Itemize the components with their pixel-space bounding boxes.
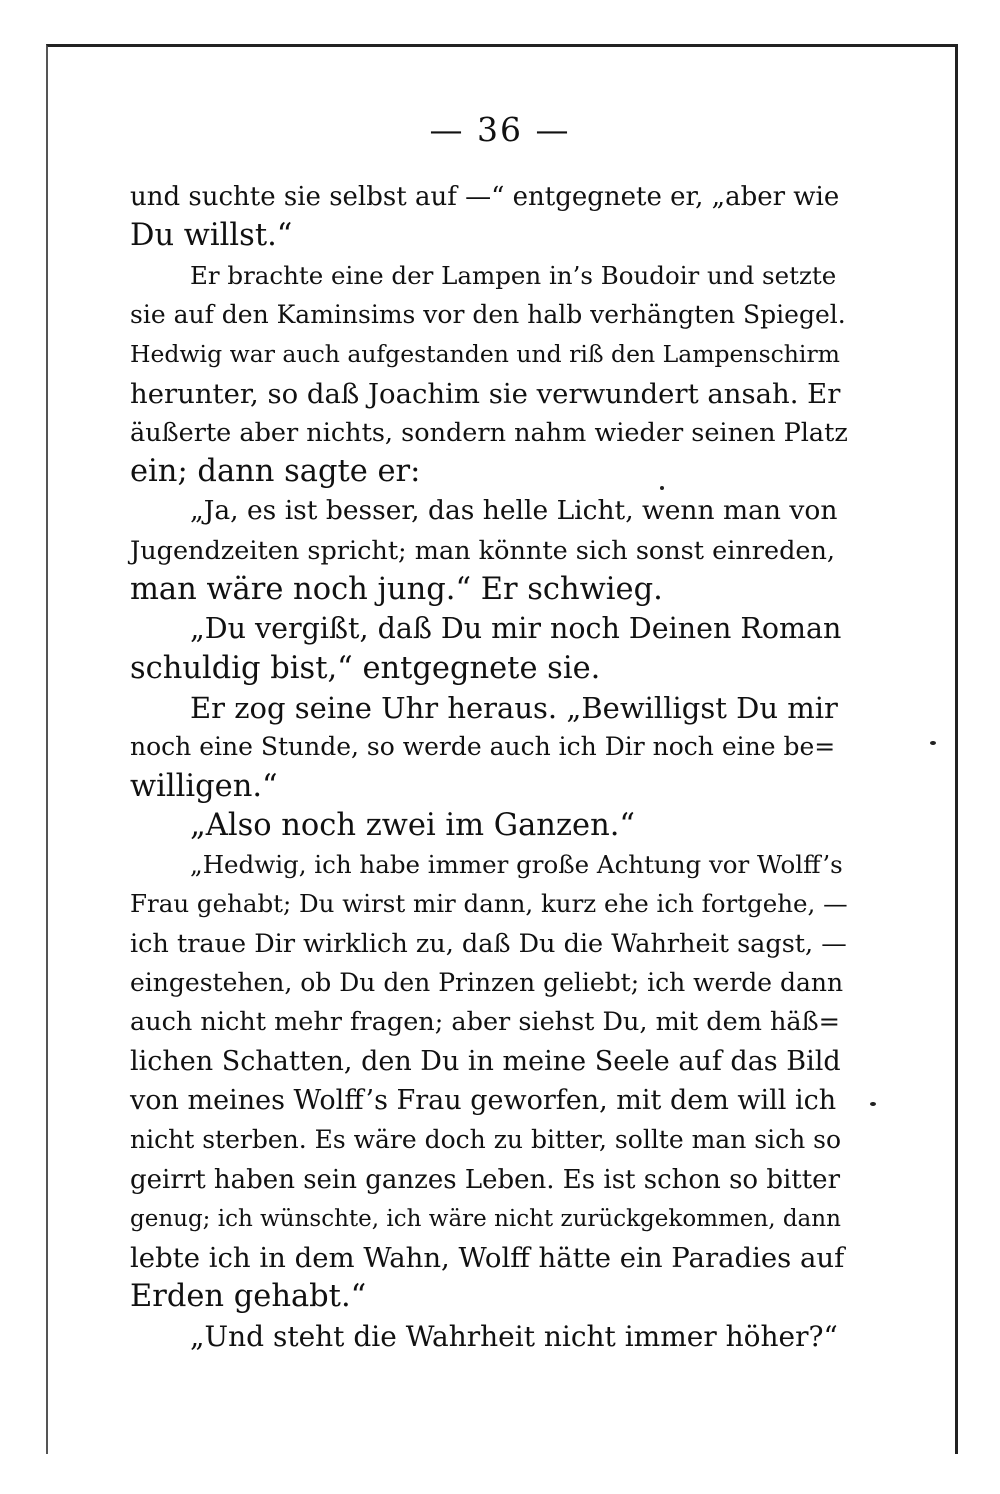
text-line: Frau gehabt; Du wirst mir dann, kurz ehe ich fortgehe, — [130, 889, 848, 919]
text-line: „Du vergißt, daß Du mir noch Deinen Roman [190, 612, 842, 646]
text-line: Du willst.“ [130, 218, 293, 254]
text-line: von meines Wolff’s Frau geworfen, mit dem will ich [130, 1084, 837, 1116]
text-line: lebte ich in dem Wahn, Wolff hätte ein Paradies auf [130, 1242, 845, 1275]
text-line: auch nicht mehr fragen; aber siehst Du, mit dem häß= [130, 1007, 841, 1038]
text-line: genug; ich wünschte, ich wäre nicht zurückgekommen, dann [130, 1205, 841, 1232]
text-line: und suchte sie selbst auf —“ entgegnete er, „aber wie [130, 182, 840, 212]
text-line: willigen.“ [130, 768, 278, 804]
text-line: man wäre noch jung.“ Er schwieg. [130, 572, 663, 607]
text-line: Er brachte eine der Lampen in’s Boudoir und setzte [190, 260, 837, 290]
text-line: noch eine Stunde, so werde auch ich Dir noch eine be= [130, 732, 836, 762]
text-line: ich traue Dir wirklich zu, daß Du die Wahrheit sagst, — [130, 928, 847, 959]
text-line: Erden gehabt.“ [130, 1279, 367, 1315]
text-line: „Und steht die Wahrheit nicht immer höher?“ [190, 1319, 838, 1353]
print-speck [870, 1102, 876, 1106]
text-line: sie auf den Kaminsims vor den halb verhängten Spiegel. [130, 299, 846, 329]
text-line: eingestehen, ob Du den Prinzen geliebt; ich werde dann [130, 968, 844, 997]
text-line: Hedwig war auch aufgestanden und riß den Lampenschirm [130, 340, 840, 369]
text-line: lichen Schatten, den Du in meine Seele auf das Bild [130, 1045, 841, 1077]
text-line: Jugendzeiten spricht; man könnte sich sonst einreden, [130, 535, 836, 566]
print-speck [660, 486, 664, 490]
page-number: — 36 — [429, 110, 571, 149]
text-line: äußerte aber nichts, sondern nahm wieder seinen Platz [130, 417, 848, 448]
text-line: „Hedwig, ich habe immer große Achtung vor Wolff’s [190, 850, 843, 880]
text-line: Er zog seine Uhr heraus. „Bewilligst Du mir [190, 690, 838, 725]
text-line: nicht sterben. Es wäre doch zu bitter, sollte man sich so [130, 1125, 842, 1155]
text-line: „Ja, es ist besser, das helle Licht, wenn man von [190, 495, 838, 527]
text-line: ein; dann sagte er: [130, 454, 421, 490]
text-line: schuldig bist,“ entgegnete sie. [130, 650, 601, 686]
text-line: „Also noch zwei im Ganzen.“ [190, 807, 636, 843]
text-line: geirrt haben sein ganzes Leben. Es ist schon so bitter [130, 1164, 840, 1195]
print-speck [930, 741, 936, 745]
text-line: herunter, so daß Joachim sie verwundert ansah. Er [130, 377, 841, 410]
